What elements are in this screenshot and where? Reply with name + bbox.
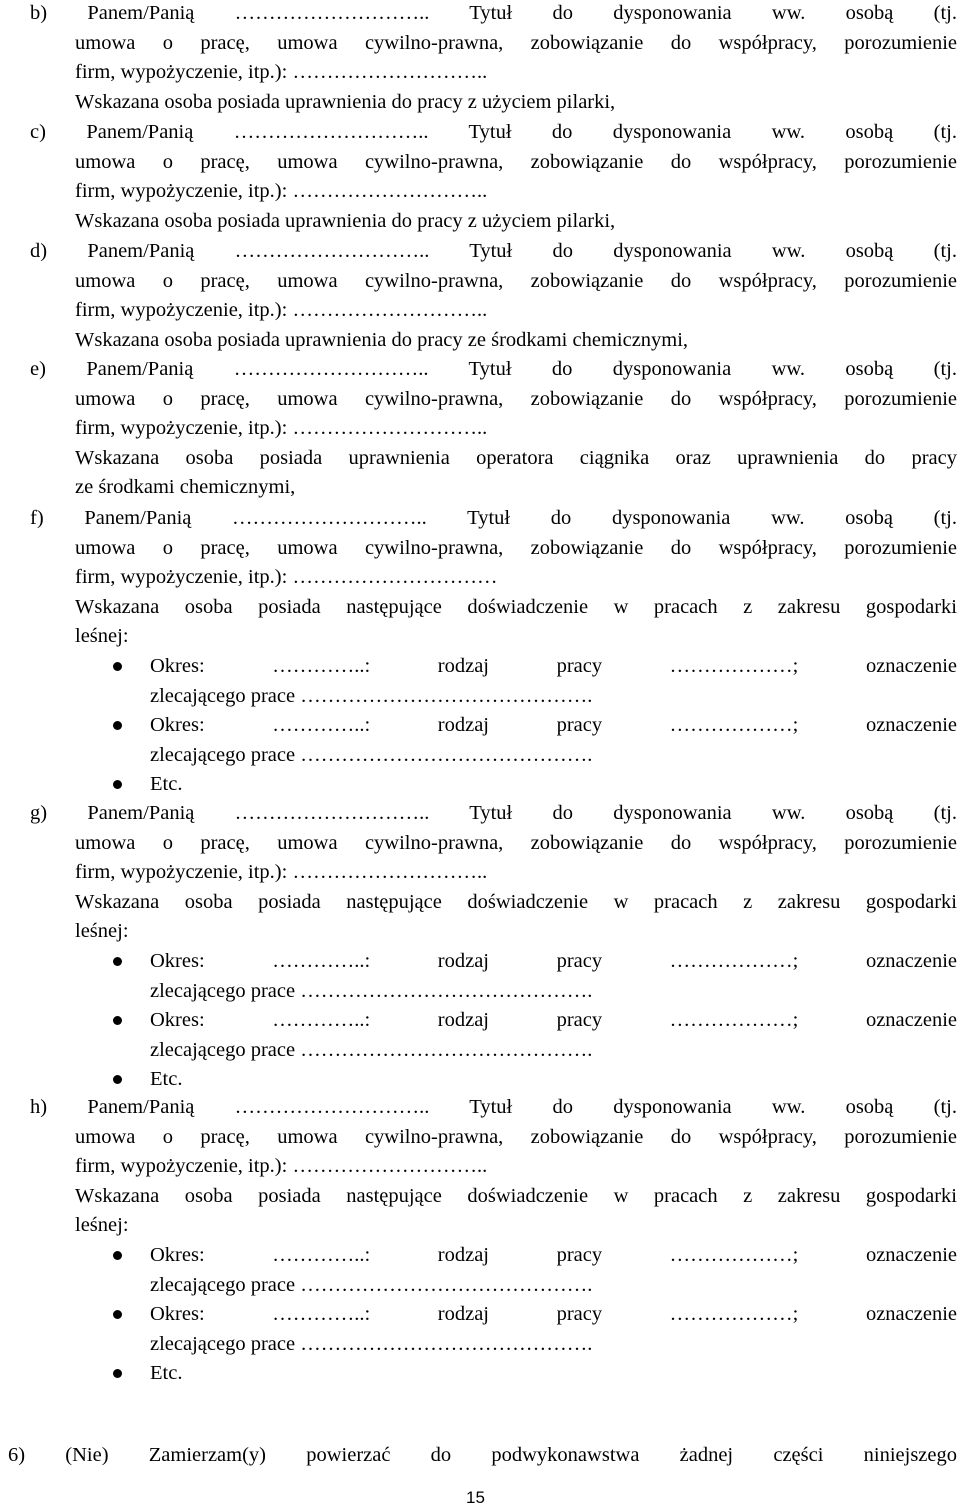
person-text-line: Wskazana osoba posiada uprawnienia do pracy ze środkami chemicznymi, <box>75 329 689 351</box>
person-text-line: Wskazana osoba posiada następujące doświadczenie w pracach z zakresu gospodarki <box>75 1185 957 1207</box>
person-text-line: firm, wypożyczenie, itp.): ……………………….. <box>75 417 488 439</box>
person-text-line: Wskazana osoba posiada następujące doświadczenie w pracach z zakresu gospodarki <box>75 891 957 913</box>
bullet-text-line: Etc. <box>150 773 183 795</box>
bullet-text-line: Etc. <box>150 1362 183 1384</box>
person-text-line: umowa o pracę, umowa cywilno-prawna, zobowiązanie do współpracy, porozumienie <box>75 1126 957 1148</box>
person-text-line: firm, wypożyczenie, itp.): ……………………….. <box>75 1155 488 1177</box>
person-heading-line: b) Panem/Panią ……………………….. Tytuł do dysponowania ww. osobą (tj. <box>30 2 957 24</box>
person-text-line: leśnej: <box>75 1214 129 1236</box>
bullet-text-line: zlecającego prace ……………………………………. <box>150 685 593 707</box>
bullet-dot <box>113 1310 122 1319</box>
person-text-line: umowa o pracę, umowa cywilno-prawna, zobowiązanie do współpracy, porozumienie <box>75 32 957 54</box>
person-text-line: umowa o pracę, umowa cywilno-prawna, zobowiązanie do współpracy, porozumienie <box>75 270 957 292</box>
person-text-line: firm, wypożyczenie, itp.): ……………………….. <box>75 180 488 202</box>
person-text-line: firm, wypożyczenie, itp.): ……………………….. <box>75 861 488 883</box>
person-text-line: umowa o pracę, umowa cywilno-prawna, zobowiązanie do współpracy, porozumienie <box>75 388 957 410</box>
bullet-text-line: Okres: …………..: rodzaj pracy ………………; oznaczenie <box>150 714 957 736</box>
bullet-text-line: Okres: …………..: rodzaj pracy ………………; oznaczenie <box>150 1303 957 1325</box>
bullet-dot <box>113 662 122 671</box>
item-6-text: 6) (Nie) Zamierzam(y) powierzać do podwykonawstwa żadnej części niniejszego <box>8 1444 957 1466</box>
person-heading-line: f) Panem/Panią ……………………….. Tytuł do dysponowania ww. osobą (tj. <box>30 507 957 529</box>
person-text-line: ze środkami chemicznymi, <box>75 476 296 498</box>
person-text-line: Wskazana osoba posiada następujące doświadczenie w pracach z zakresu gospodarki <box>75 596 957 618</box>
bullet-text-line: Etc. <box>150 1068 183 1090</box>
bullet-dot <box>113 1016 122 1025</box>
person-text-line: leśnej: <box>75 625 129 647</box>
bullet-dot <box>113 780 122 789</box>
bullet-text-line: Okres: …………..: rodzaj pracy ………………; oznaczenie <box>150 655 957 677</box>
bullet-text-line: zlecającego prace ……………………………………. <box>150 1274 593 1296</box>
bullet-text-line: zlecającego prace ……………………………………. <box>150 980 593 1002</box>
person-text-line: umowa o pracę, umowa cywilno-prawna, zobowiązanie do współpracy, porozumienie <box>75 151 957 173</box>
bullet-dot <box>113 1251 122 1260</box>
bullet-text-line: zlecającego prace ……………………………………. <box>150 744 593 766</box>
person-text-line: leśnej: <box>75 920 129 942</box>
bullet-dot <box>113 1369 122 1378</box>
bullet-text-line: Okres: …………..: rodzaj pracy ………………; oznaczenie <box>150 950 957 972</box>
person-heading-line: d) Panem/Panią ……………………….. Tytuł do dysponowania ww. osobą (tj. <box>30 240 957 262</box>
person-text-line: Wskazana osoba posiada uprawnienia do pracy z użyciem pilarki, <box>75 91 616 113</box>
bullet-text-line: Okres: …………..: rodzaj pracy ………………; oznaczenie <box>150 1244 957 1266</box>
bullet-text-line: Okres: …………..: rodzaj pracy ………………; oznaczenie <box>150 1009 957 1031</box>
person-heading-line: g) Panem/Panią ……………………….. Tytuł do dysponowania ww. osobą (tj. <box>30 802 957 824</box>
bullet-dot <box>113 1075 122 1084</box>
person-heading-line: h) Panem/Panią ……………………….. Tytuł do dysponowania ww. osobą (tj. <box>30 1096 957 1118</box>
bullet-dot <box>113 957 122 966</box>
page-number: 15 <box>466 1488 485 1507</box>
person-heading-line: e) Panem/Panią ……………………….. Tytuł do dysponowania ww. osobą (tj. <box>30 358 957 380</box>
person-text-line: umowa o pracę, umowa cywilno-prawna, zobowiązanie do współpracy, porozumienie <box>75 832 957 854</box>
bullet-text-line: zlecającego prace ……………………………………. <box>150 1333 593 1355</box>
bullet-text-line: zlecającego prace ……………………………………. <box>150 1039 593 1061</box>
person-text-line: Wskazana osoba posiada uprawnienia operatora ciągnika oraz uprawnienia do pracy <box>75 447 957 469</box>
person-heading-line: c) Panem/Panią ……………………….. Tytuł do dysponowania ww. osobą (tj. <box>30 121 957 143</box>
person-text-line: firm, wypożyczenie, itp.): ……………………….. <box>75 299 488 321</box>
person-text-line: umowa o pracę, umowa cywilno-prawna, zobowiązanie do współpracy, porozumienie <box>75 537 957 559</box>
bullet-dot <box>113 721 122 730</box>
person-text-line: firm, wypożyczenie, itp.): ………………………… <box>75 566 498 588</box>
person-text-line: Wskazana osoba posiada uprawnienia do pracy z użyciem pilarki, <box>75 210 616 232</box>
person-text-line: firm, wypożyczenie, itp.): ……………………….. <box>75 61 488 83</box>
